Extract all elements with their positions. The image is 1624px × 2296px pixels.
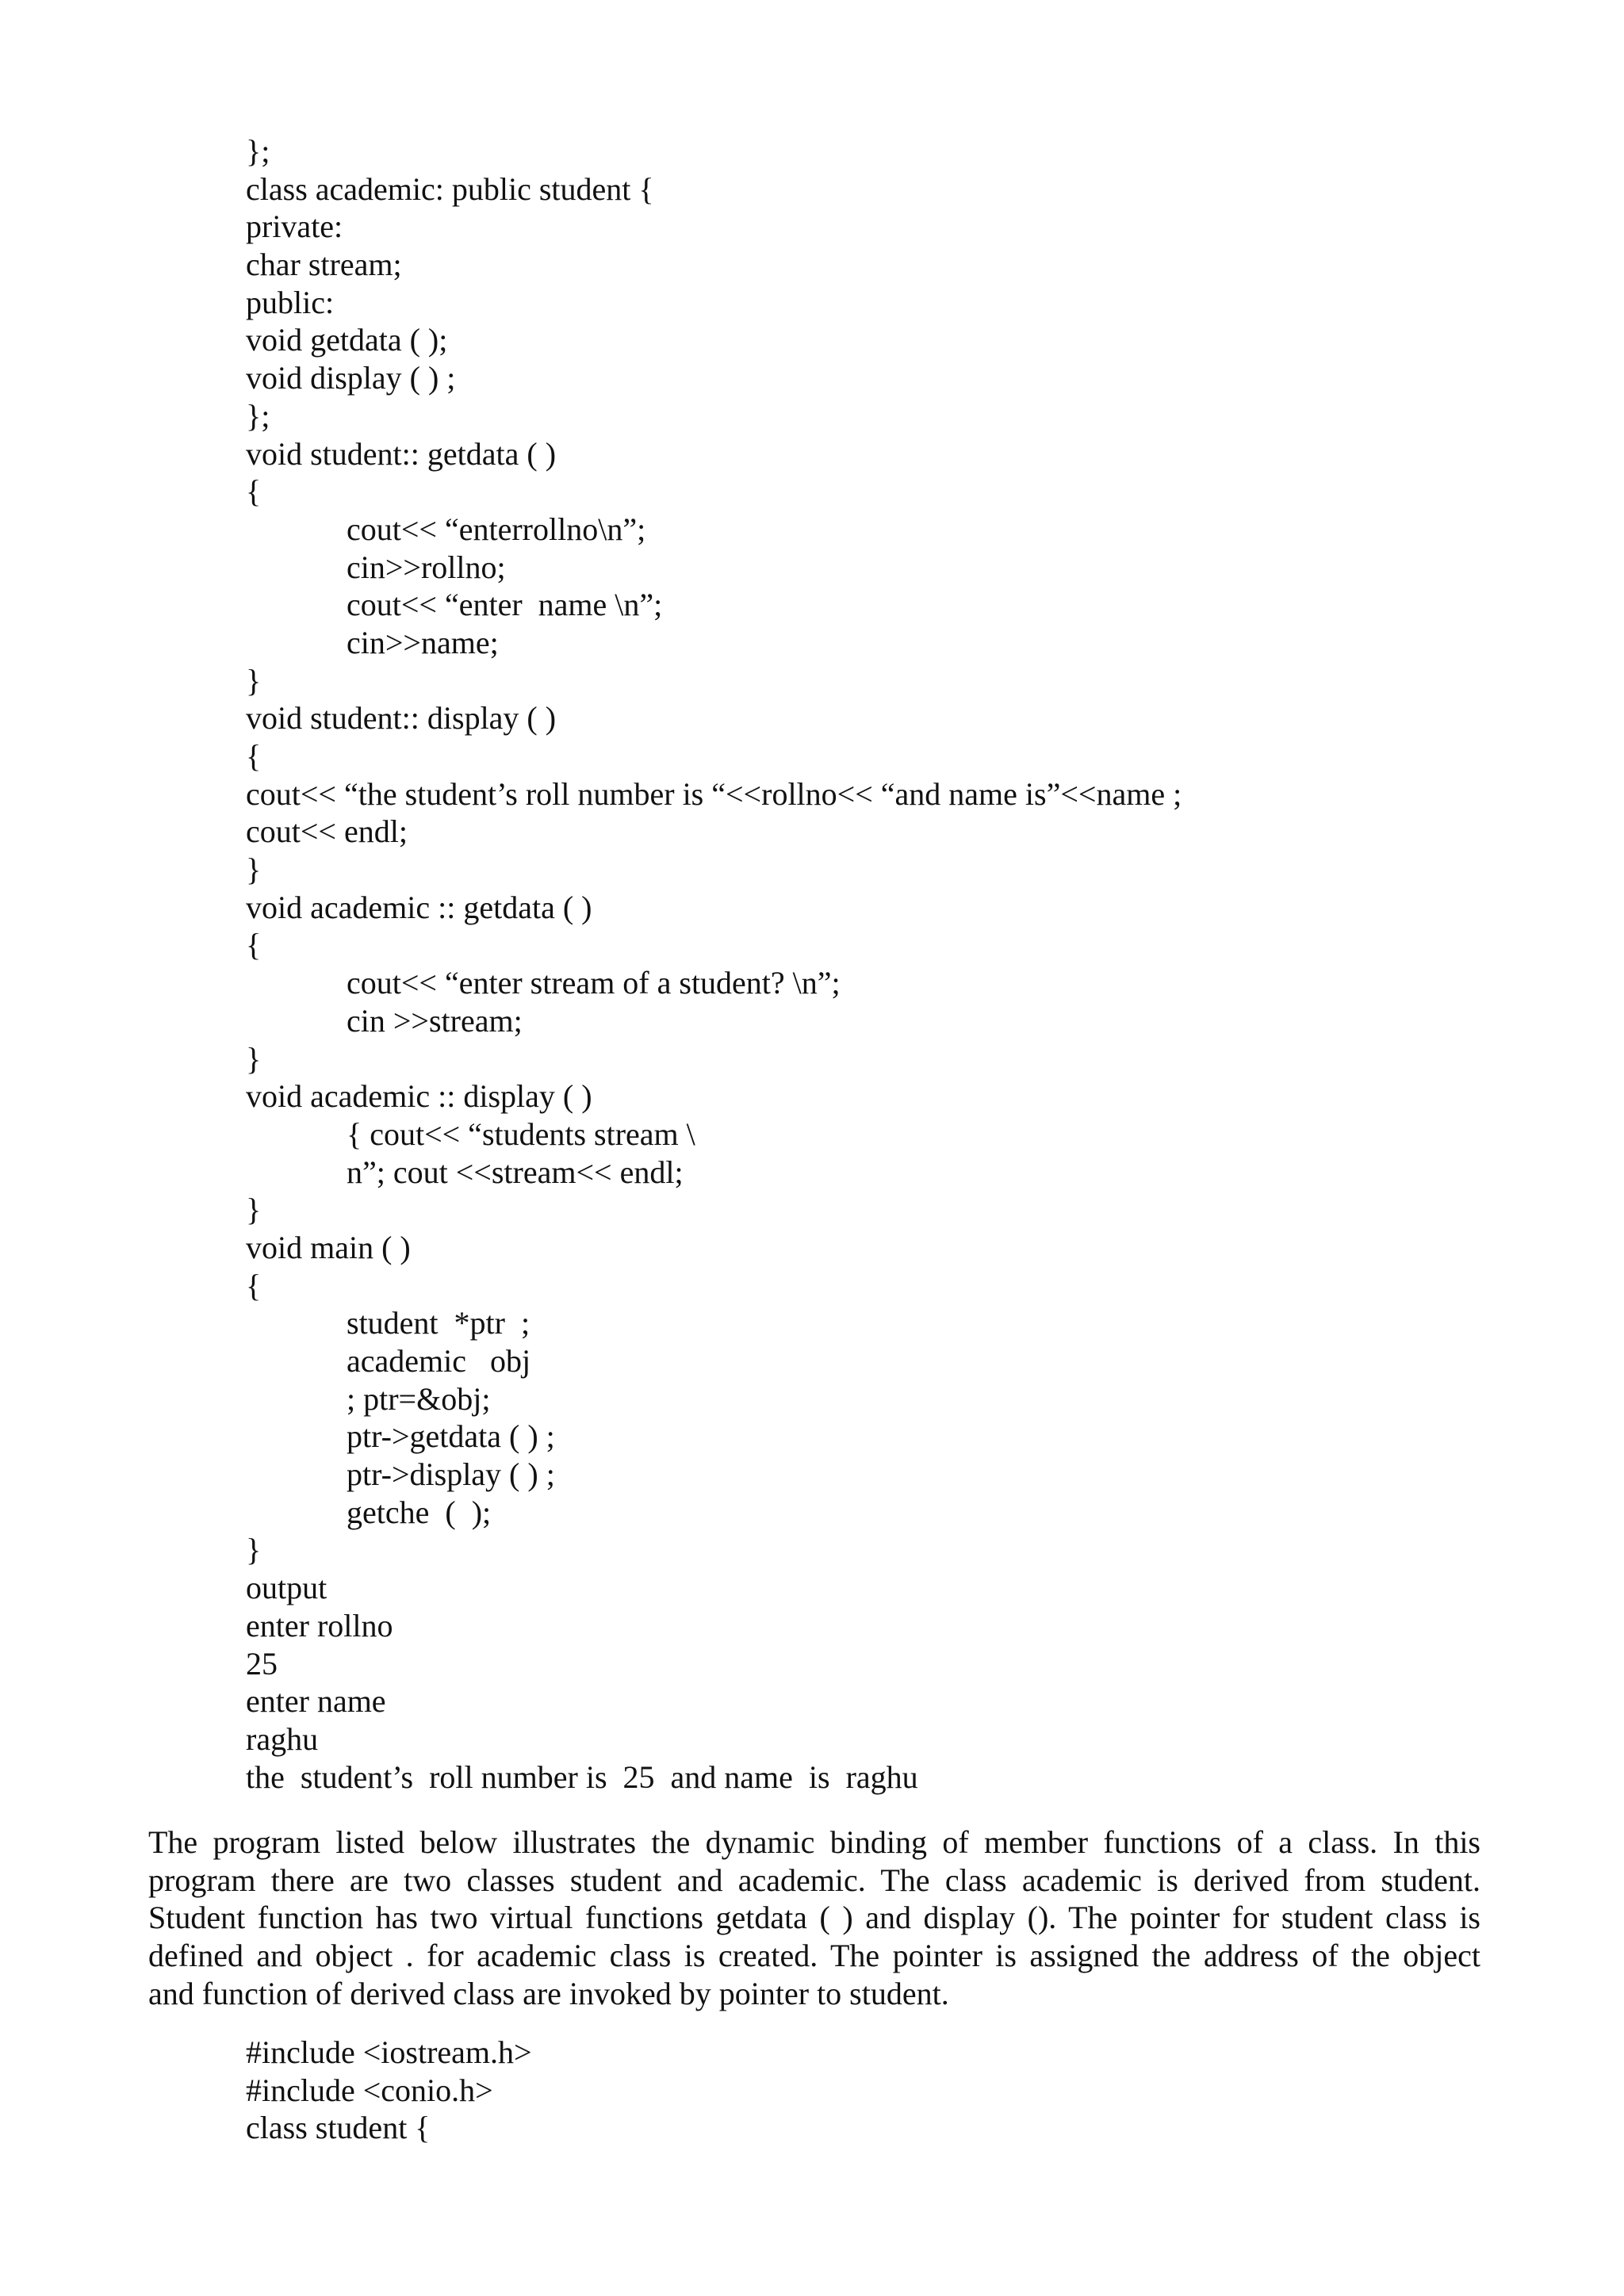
code-line: cout<< “enterrollno\n”;: [347, 511, 646, 547]
code-line: #include <conio.h>: [246, 2072, 493, 2108]
code-line: void academic :: display ( ): [246, 1078, 592, 1115]
code-line: }: [246, 1532, 262, 1568]
code-line: void main ( ): [246, 1229, 411, 1265]
paragraph-line: The program listed below illustrates the dynamic binding of member functions of a class. In this: [148, 1824, 1480, 1860]
code-line: cout<< “enter stream of a student? \n”;: [347, 965, 841, 1001]
code-line: cout<< “enter name \n”;: [347, 587, 663, 623]
code-line: cout<< endl;: [246, 813, 408, 850]
code-line: }: [246, 1192, 262, 1228]
code-line: }: [246, 662, 262, 698]
code-line: enter rollno: [246, 1607, 393, 1644]
code-line: }: [246, 1040, 262, 1077]
code-listing-top: [246, 132, 1515, 1796]
code-line: n”; cout <<stream<< endl;: [347, 1154, 684, 1190]
code-line: cin >>stream;: [347, 1002, 523, 1039]
paragraph-line: and function of derived class are invoked by pointer to student.: [148, 1975, 949, 2011]
code-line: ptr->display ( ) ;: [347, 1456, 555, 1493]
code-line: {: [246, 473, 262, 510]
code-line: char stream;: [246, 247, 402, 283]
paragraph-line: Student function has two virtual functions getdata ( ) and display (). The pointer for student class is: [148, 1900, 1480, 1936]
code-line: };: [246, 133, 270, 169]
code-line: academic obj: [347, 1343, 531, 1379]
code-line: raghu: [246, 1720, 319, 1757]
code-line: void getdata ( );: [246, 322, 448, 358]
code-line: void academic :: getdata ( ): [246, 889, 592, 925]
code-line: getche ( );: [347, 1494, 492, 1530]
code-line: {: [246, 738, 262, 774]
code-line: void display ( ) ;: [246, 360, 456, 396]
paragraph-line: defined and object . for academic class is created. The pointer is assigned the address of the object: [148, 1938, 1480, 1974]
code-listing-bottom: [246, 2034, 1515, 2147]
code-line: void student:: getdata ( ): [246, 435, 557, 472]
code-line: class academic: public student {: [246, 170, 654, 207]
code-line: void student:: display ( ): [246, 700, 557, 737]
code-line: student *ptr ;: [347, 1305, 530, 1341]
paragraph-line: program there are two classes student and academic. The class academic is derived from student.: [148, 1862, 1480, 1898]
code-line: ; ptr=&obj;: [347, 1380, 491, 1417]
code-line: cin>>rollno;: [347, 549, 506, 585]
code-line: output: [246, 1570, 327, 1606]
code-line: };: [246, 397, 270, 434]
code-line: cout<< “the student’s roll number is “<<rollno<< “and name is”<<name ;: [246, 775, 1182, 812]
code-line: private:: [246, 209, 343, 245]
code-line: {: [246, 927, 262, 963]
code-line: class student {: [246, 2110, 431, 2146]
code-line: the student’s roll number is 25 and name is raghu: [246, 1758, 918, 1795]
code-line: cin>>name;: [347, 624, 499, 660]
code-line: { cout<< “students stream \: [347, 1115, 695, 1152]
code-line: }: [246, 851, 262, 888]
code-line: #include <iostream.h>: [246, 2034, 532, 2070]
code-line: ptr->getdata ( ) ;: [347, 1418, 555, 1455]
code-line: enter name: [246, 1683, 386, 1720]
code-line: {: [246, 1267, 262, 1303]
code-line: public:: [246, 284, 335, 320]
explanation-paragraph: [148, 1823, 1480, 2012]
code-line: 25: [246, 1645, 278, 1682]
